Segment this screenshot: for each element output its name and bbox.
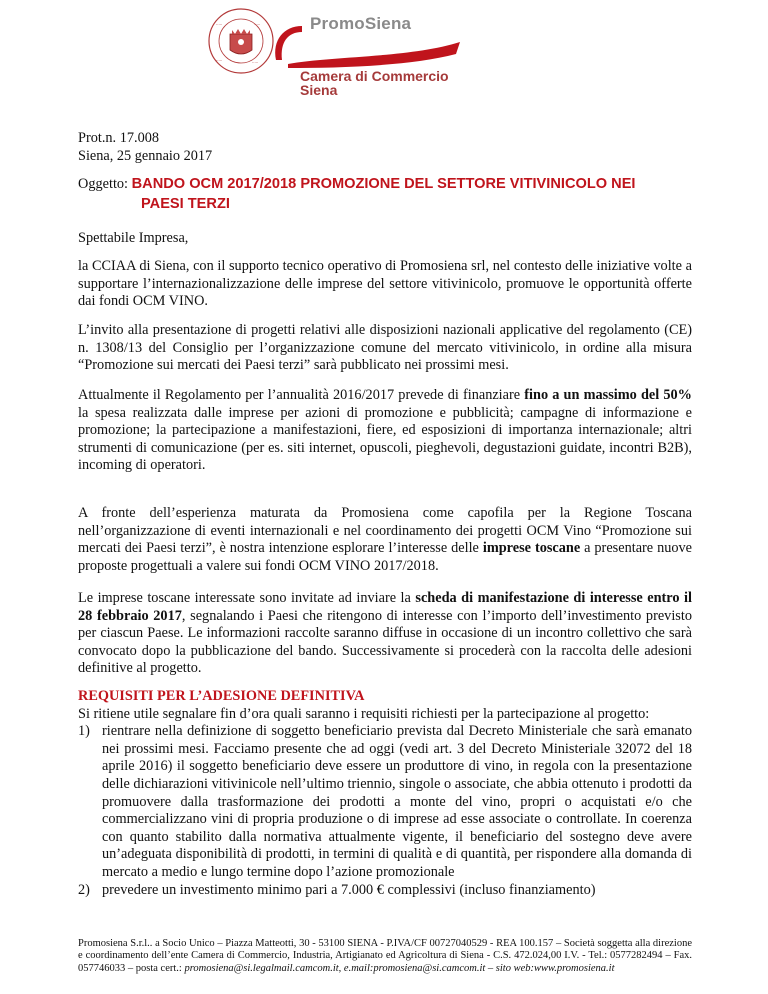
funding-highlight: fino a un massimo del 50% (524, 387, 692, 403)
experience-text-a: A fronte dell’esperienza maturata da Promosiena come capofila per la Regione Toscana nell’organizzazione di eventi internazionali e nel coordinamento dei progetti OCM Vino “Promozione sui mercati dei Paesi terzi”, è nostra intenzione esplorare l’interesse delle (78, 505, 692, 557)
funding-text-a: Attualmente il Regolamento per l’annualità 2016/2017 prevede di finanziare (78, 387, 525, 403)
deadline-text-c: , segnalando i Paesi che ritengono di interesse con l’importo dell’investimento previsto per ciascun Paese. Le informazioni raccolte saranno diffuse in occasione di un incontro collettivo che sarà convocato dopo la pubblicazione del bando. Successivamente si procederà con la raccolta delle adesioni definitive al progetto. (78, 607, 692, 677)
svg-text:·····: ····· (216, 22, 223, 27)
requirements-title: REQUISITI PER L’ADESIONE DEFINITIVA (78, 688, 365, 704)
requirement-text: prevedere un investimento minimo pari a 7.000 € complessivi (incluso finanziamento) (102, 881, 596, 898)
subject-block (78, 174, 692, 214)
requirements-intro: Si ritiene utile segnalare fin d’ora quali saranno i requisiti richiesti per la partecipazione al progetto: (78, 705, 650, 722)
subject-label: Oggetto: (78, 176, 129, 192)
protocol-number: Prot.n. 17.008 (78, 130, 160, 146)
funding-text-c: la spesa realizzata dalle imprese per azioni di promozione e pubblicità; campagne di informazione e promozione; la partecipazione a manifestazioni, fiere, ed esposizioni di importanza internazionale; altri strumenti di comunicazione (per es. siti internet, opuscoli, pieghevoli, degustazioni guidate, incontri B2B), incoming di operatori. (78, 404, 692, 474)
subject-title-line-1: BANDO OCM 2017/2018 PROMOZIONE DEL SETTORE VITIVINICOLO NEI (131, 176, 636, 192)
svg-text:·····: ····· (252, 60, 259, 65)
paragraph-deadline (78, 590, 692, 678)
subject-title-line-2: PAESI TERZI (141, 196, 230, 212)
requirement-number: 1) (78, 723, 90, 740)
experience-highlight: imprese toscane (482, 540, 581, 557)
footer-company-info: Promosiena S.r.l.. a Socio Unico – Piazza Matteotti, 30 - 53100 SIENA - P.IVA/CF 00727040529 - REA 100.157 – Società soggetta alla direzione e coordinamento dell’ente Camera di Commercio, Industria, Artigianato ed Agricoltura di Siena - C.S. 472.024,00 I.V. - Tel.: 0577282494 – Fax. 057746033 – posta cert.: (78, 938, 692, 974)
svg-text:·····: ····· (254, 22, 261, 27)
letterhead-footer (78, 938, 692, 975)
requirement-item-2 (78, 882, 692, 900)
paragraph-intro: la CCIAA di Siena, con il supporto tecnico operativo di Promosiena srl, nel contesto delle iniziative volte a supportare l’internazionalizzazione delle imprese del settore vitivinicolo, promuove le opportunità offerte dai fondi OCM VINO. (78, 258, 692, 310)
paragraph-call: L’invito alla presentazione di progetti relativi alle disposizioni nazionali applicative del regolamento (CE) n. 1308/13 del Consiglio per l’organizzazione comune del mercato vitivinicolo, in ordine alla misura “Promozione sui mercati dei Paesi terzi” sarà pubblicato nei prossimi mesi. (78, 322, 692, 374)
org-line-2: Siena (300, 82, 338, 98)
deadline-text-a: Le imprese toscane interessate sono invitate ad inviare la (78, 590, 416, 606)
brand-name: PromoSiena (310, 14, 412, 33)
chamber-seal-icon (206, 6, 276, 76)
svg-text:·····: ····· (216, 58, 223, 63)
requirement-text: rientrare nella definizione di soggetto beneficiario prevista dal Decreto Ministeriale che sarà emanato nei prossimi mesi. Facciamo presente che ad oggi (vedi art. 3 del Decreto Ministeriale 32072 del 18 aprile 2016) il soggetto beneficiario deve essere un produttore di vino, in regola con la presentazione delle dichiarazioni vitivinicole nell’ultimo triennio, singole o associate, che abbia ottenuto i prodotti da promuovere dalla trasformazione dei prodotti a monte del vino, propri o acquistati e/o che commercializzano vini di propria produzione o di imprese ad esse associate o controllate. In coerenza con quanto stabilito dalla normativa attualmente vigente, il beneficiario del sostegno deve avere un’adeguata disponibilità di prodotti, in termini di qualità e di quantità, per rispondere alla domanda di mercato a medio e lungo termine dopo l’azione promozionale (102, 723, 692, 880)
paragraph-experience (78, 505, 692, 575)
requirement-number: 2) (78, 881, 90, 898)
paragraph-funding (78, 387, 692, 475)
requirement-item-1 (78, 723, 692, 881)
footer-contacts: promosiena@si.legalmail.camcom.it, e.mail:promosiena@si.camcom.it – sito web:www.promosiena.it (184, 962, 615, 974)
protocol-block (78, 130, 692, 165)
org-line-1: Camera di Commercio (300, 68, 449, 84)
experience-text-c: a presentare nuove proposte progettuali a valere sui fondi OCM VINO 2017/2018. (78, 540, 693, 574)
date-line: Siena, 25 gennaio 2017 (78, 147, 213, 164)
requirements-section (78, 688, 692, 899)
greeting: Spettabile Impresa, (78, 230, 189, 246)
deadline-highlight: scheda di manifestazione di interesse entro il 28 febbraio 2017 (78, 590, 692, 624)
org-name (300, 69, 449, 97)
promosiena-logo (270, 14, 470, 104)
